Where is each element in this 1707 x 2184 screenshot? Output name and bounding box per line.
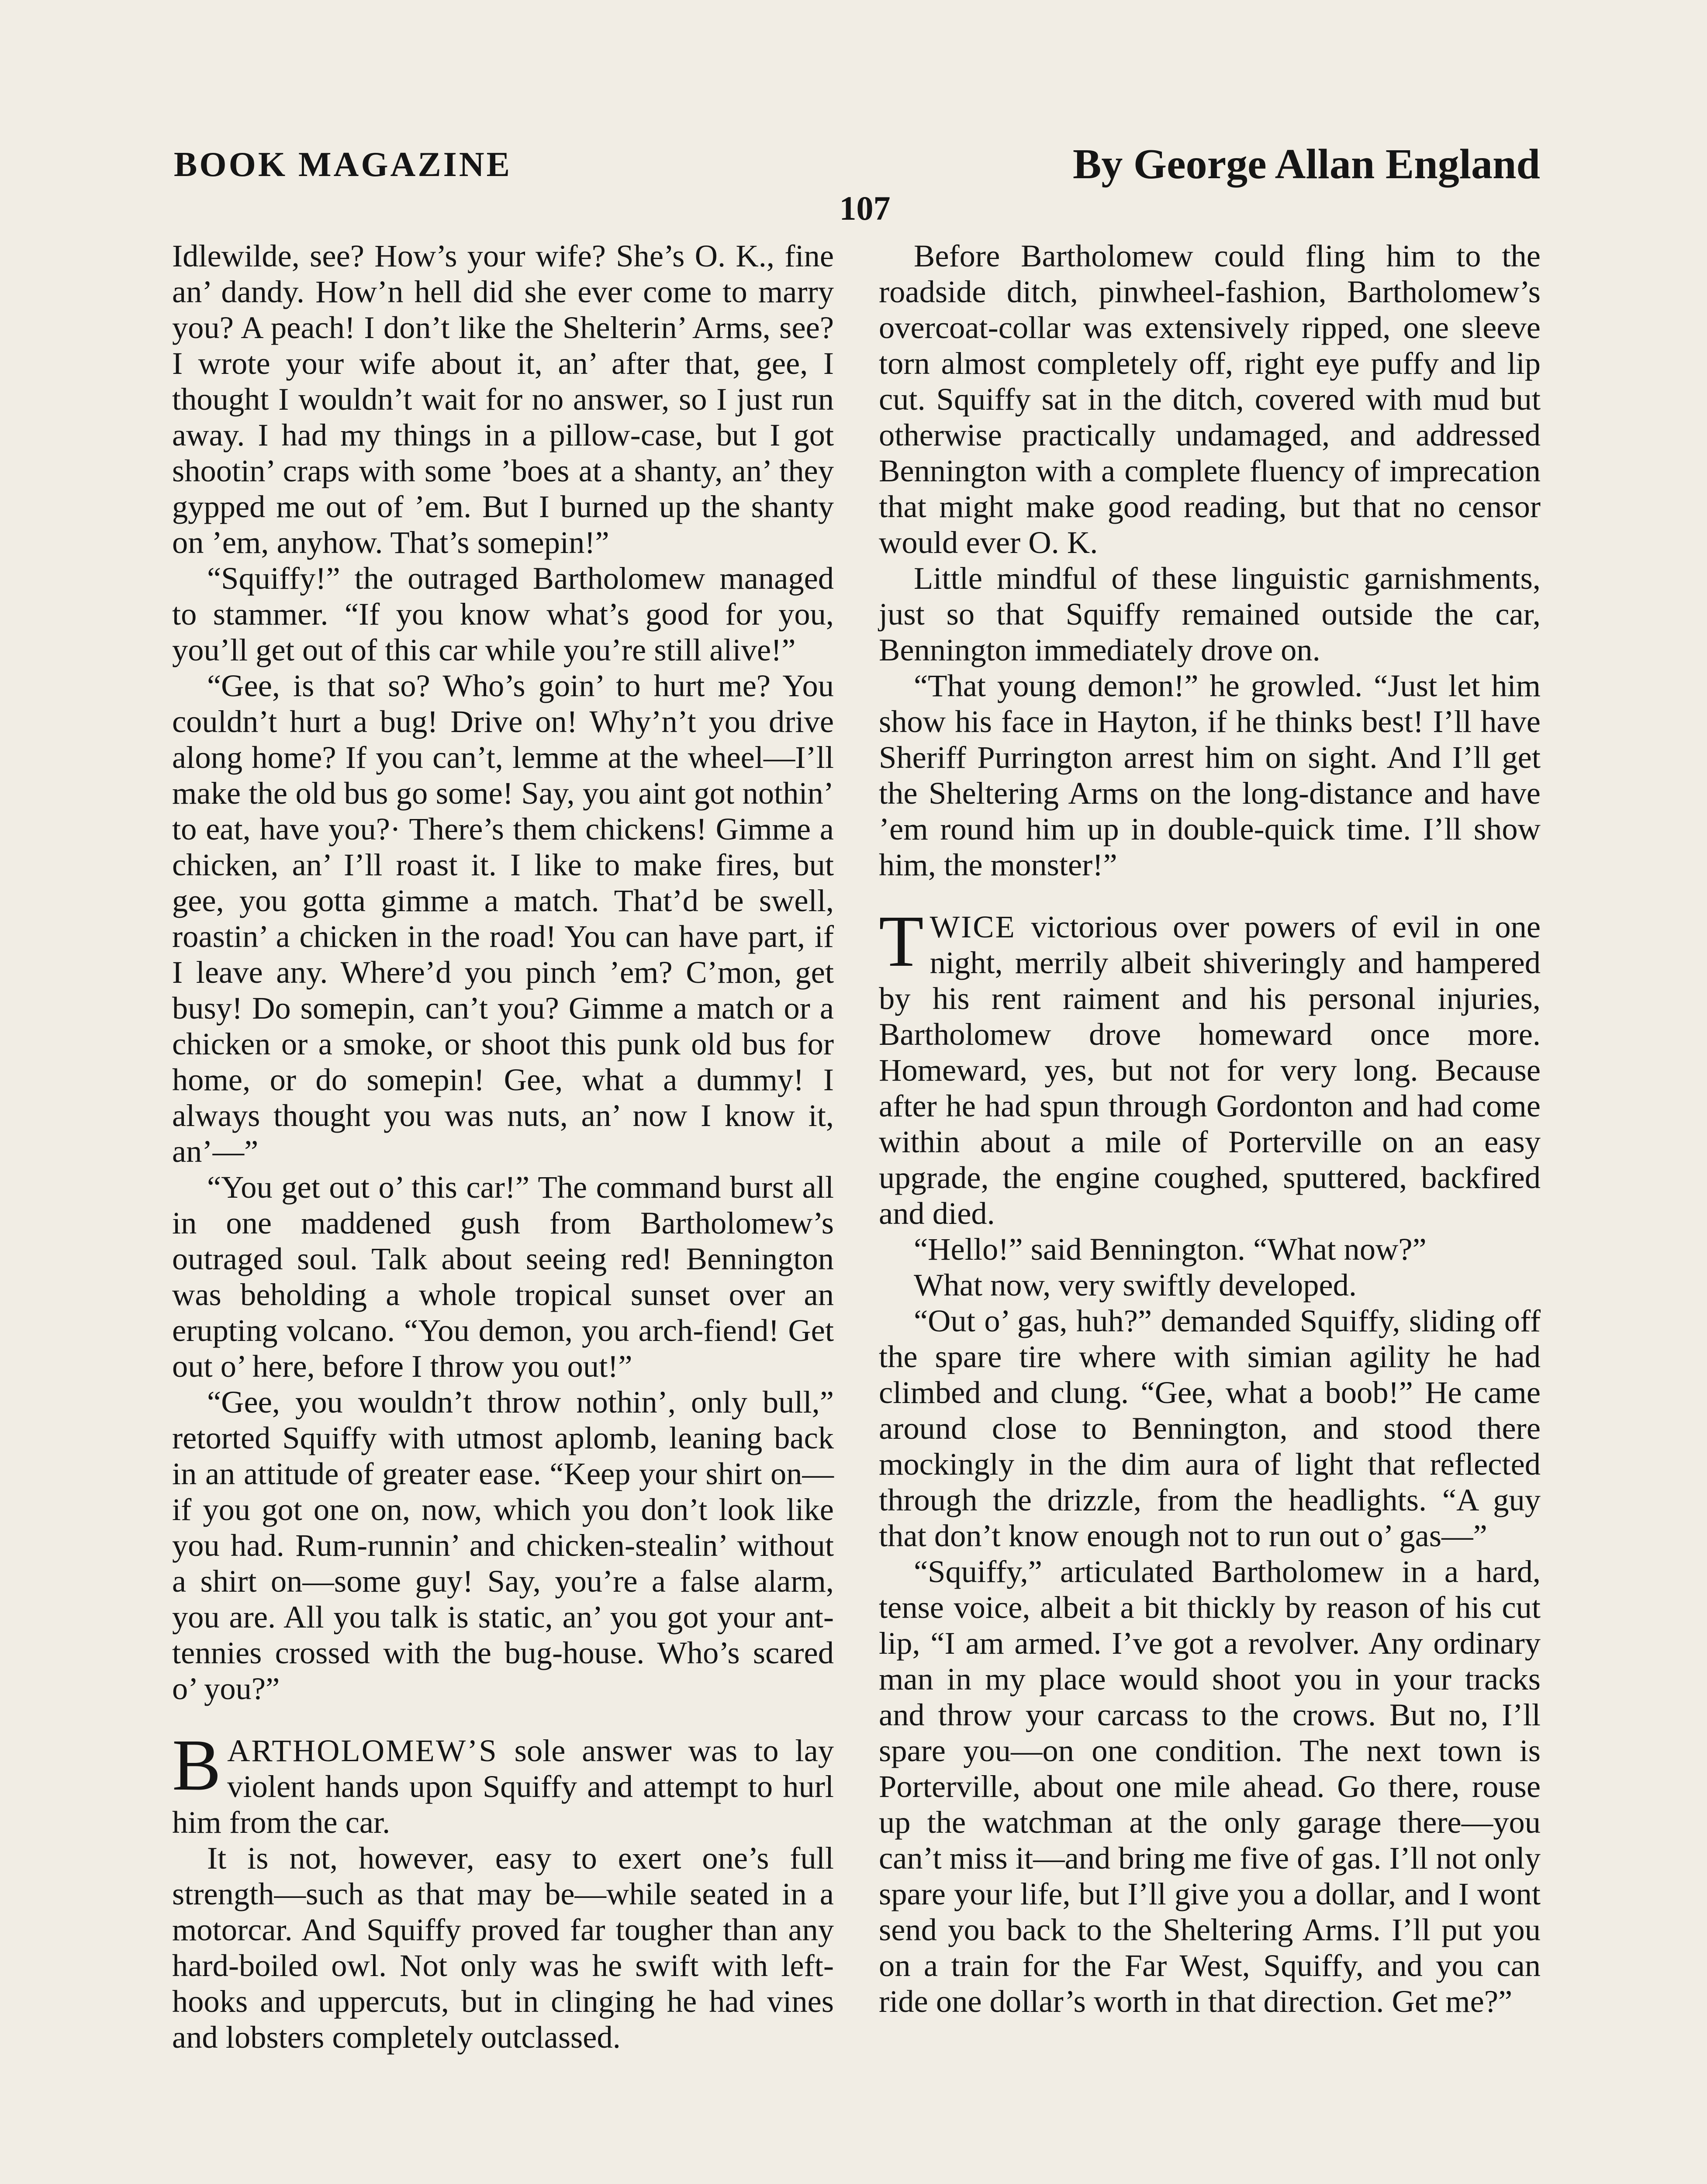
left-column bbox=[172, 238, 834, 2055]
small-caps-lead: WICE bbox=[930, 909, 1016, 944]
right-column bbox=[879, 238, 1541, 2019]
section-opening-paragraph bbox=[879, 901, 1541, 1231]
paragraph: What now, very swiftly developed. bbox=[914, 1267, 1357, 1303]
byline: By George Allan England bbox=[1072, 141, 1540, 188]
paragraph: “Squiffy!” the outraged Bartholomew managed to stammer. “If you know what’s good for you, you’ll get out of this car while you’re still alive!” bbox=[172, 560, 834, 667]
paragraph-text: sole answer was to lay violent hands upon Squiffy and attempt to hurl him from the car. bbox=[172, 1733, 834, 1840]
small-caps-lead: ARTHOLOMEW’S bbox=[227, 1733, 498, 1768]
paragraph: Idlewilde, see? How’s your wife? She’s O. K., fine an’ dandy. How’n hell did she ever come to marry you? A peach! I don’t like the Shelterin’ Arms, see? I wrote your wife about it, an’ after that, gee, I thought I wouldn’t wait for no answer, so I just run away. I had my things in a pillow-case, but I got shootin’ craps with some ’boes at a shanty, an’ they gypped me out of ’em. But I burned up the shanty on ’em, anyhow. That’s somepin!” bbox=[172, 238, 834, 560]
paragraph: Little mindful of these linguistic garnishments, just so that Squiffy remained outside the car, Bennington immediately drove on. bbox=[879, 560, 1541, 667]
paragraph: “Gee, you wouldn’t throw nothin’, only bull,” retorted Squiffy with utmost aplomb, leaning back in an attitude of greater ease. “Keep your shirt on—if you got one on, now, which you don’t look like you had. Rum-runnin’ and chicken-stealin’ without a shirt on—some guy! Say, you’re a false alarm, you are. All you talk is static, an’ you got your ant-tennies crossed with the bug-house. Who’s scared o’ you?” bbox=[172, 1384, 834, 1706]
paragraph: “Gee, is that so? Who’s goin’ to hurt me? You couldn’t hurt a bug! Drive on! Why’n’t you drive along home? If you can’t, lemme at the wheel—I’ll make the old bus go some! Say, you aint got nothin’ to eat, have you?· There’s them chickens! Gimme a chicken, an’ I’ll roast it. I like to make fires, but gee, you gotta gimme a match. That’d be swell, roastin’ a chicken in the road! You can have part, if I leave any. Where’d you pinch ’em? C’mon, get busy! Do somepin, can’t you? Gimme a match or a chicken or a smoke, or shoot this punk old bus for home, or do somepin! Gee, what a dummy! I always thought you was nuts, an’ now I know it, an’—” bbox=[172, 668, 834, 1169]
paragraph: “Squiffy,” articulated Bartholomew in a hard, tense voice, albeit a bit thickly by reason of his cut lip, “I am armed. I’ve got a revolver. Any ordinary man in my place would shoot you in your tracks and throw your carcass to the crows. But no, I’ll spare you—on one condition. The next town is Porterville, about one mile ahead. Go there, rouse up the watchman at the only garage there—you can’t miss it—and bring me five of gas. I’ll not only spare your life, but I’ll give you a dollar, and I wont send you back to the Sheltering Arms. I’ll put you on a train for the Far West, Squiffy, and you can ride one dollar’s worth in that direction. Get me?” bbox=[879, 1554, 1541, 2019]
page-number: 107 bbox=[839, 189, 891, 227]
drop-cap: B bbox=[172, 1724, 221, 1806]
paragraph: It is not, however, easy to exert one’s full strength—such as that may be—while seated in a motorcar. And Squiffy proved far tougher than any hard-boiled owl. Not only was he swift with left-hooks and uppercuts, but in clinging he had vines and lobsters completely outclassed. bbox=[172, 1840, 834, 2055]
section-opening-paragraph bbox=[172, 1724, 834, 1840]
paragraph: “Out o’ gas, huh?” demanded Squiffy, sliding off the spare tire where with simian agility he had climbed and clung. “Gee, what a boob!” He came around close to Bennington, and stood there mockingly in the dim aura of light that reflected through the drizzle, from the headlights. “A guy that don’t know enough not to run out o’ gas—” bbox=[879, 1303, 1541, 1553]
paragraph-text: victorious over powers of evil in one night, merrily albeit shiveringly and hampered by his rent raiment and his personal injuries, Bartholomew drove homeward once more. Homeward, yes, but not for very long. Because after he had spun through Gordonton and had come within about a mile of Porterville on an easy upgrade, the engine coughed, sputtered, backfired and died. bbox=[879, 909, 1541, 1231]
paragraph: Before Bartholomew could fling him to the roadside ditch, pinwheel-fashion, Bartholomew’s overcoat-collar was extensively ripped, one sleeve torn almost completely off, right eye puffy and lip cut. Squiffy sat in the ditch, covered with mud but otherwise practically undamaged, and addressed Bennington with a complete fluency of imprecation that might make good reading, but that no censor would ever O. K. bbox=[879, 238, 1541, 560]
paragraph: “That young demon!” he growled. “Just let him show his face in Hayton, if he thinks best! I’ll have Sheriff Purrington arrest him on sight. And I’ll get the Sheltering Arms on the long-distance and have ’em round him up in double-quick time. I’ll show him, the monster!” bbox=[879, 668, 1541, 882]
drop-cap: T bbox=[879, 901, 924, 982]
paragraph: “Hello!” said Bennington. “What now?” bbox=[914, 1231, 1427, 1267]
magazine-title: BOOK MAGAZINE bbox=[174, 145, 512, 184]
paragraph: “You get out o’ this car!” The command burst all in one maddened gush from Bartholomew’s outraged soul. Talk about seeing red! Bennington was beholding a whole tropical sunset over an erupting volcano. “You demon, you arch-fiend! Get out o’ here, before I throw you out!” bbox=[172, 1169, 834, 1384]
